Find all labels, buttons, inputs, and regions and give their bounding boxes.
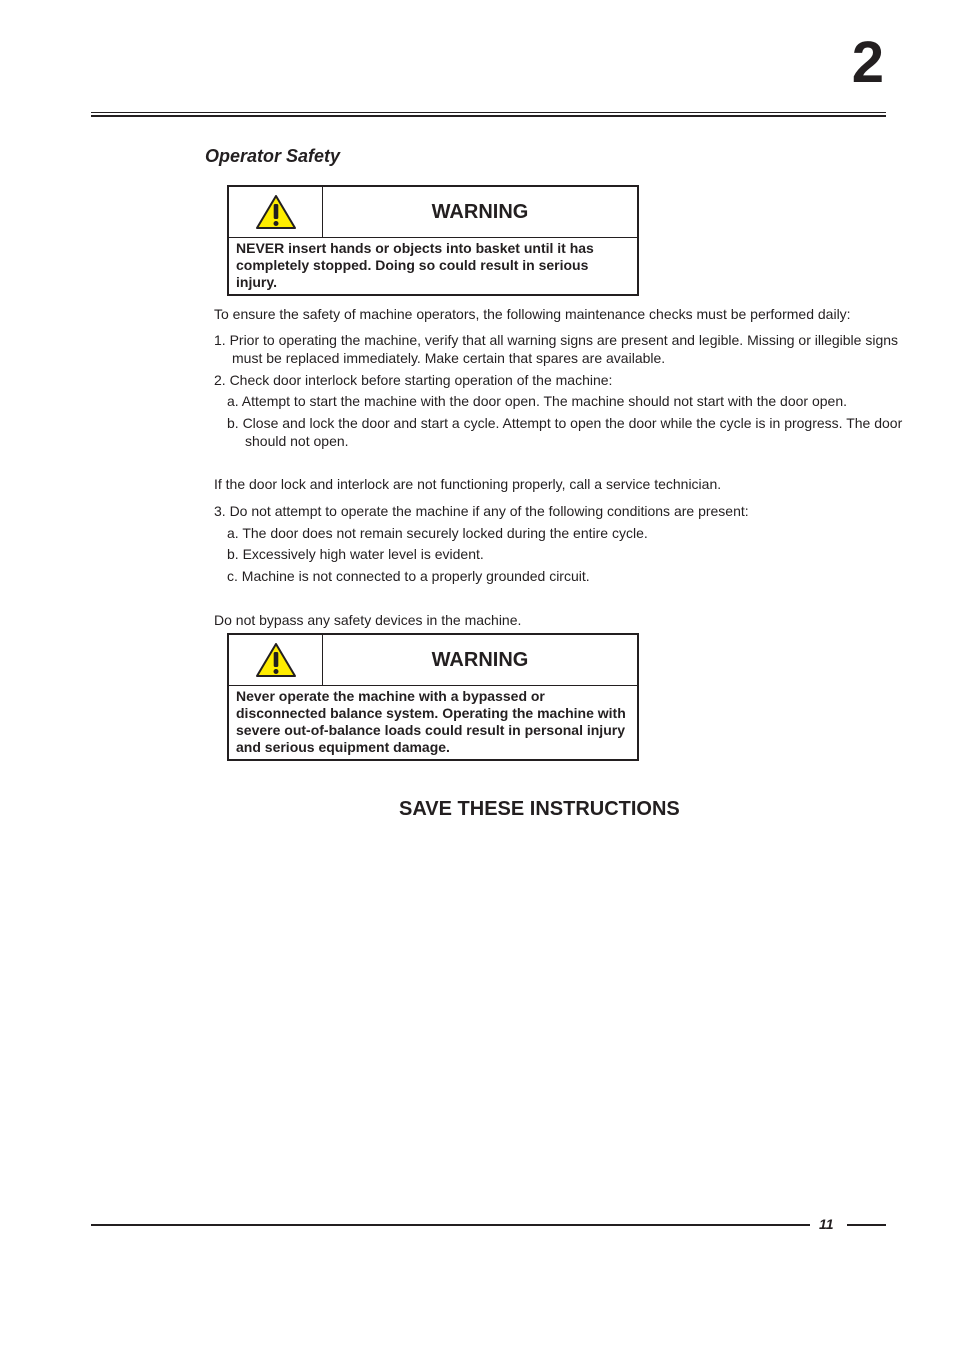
header-rule-thick bbox=[91, 115, 886, 117]
section-title: Operator Safety bbox=[205, 146, 341, 166]
list-item-3: 3. Do not attempt to operate the machine if any of the following conditions are present: bbox=[214, 503, 749, 519]
list-item-2a: a. Attempt to start the machine with the door open. The machine should not start with the door open. bbox=[227, 393, 847, 409]
warning-icon-cell bbox=[229, 635, 323, 685]
list-item-3c: c. Machine is not connected to a properly grounded circuit. bbox=[227, 568, 590, 584]
save-instructions-heading: SAVE THESE INSTRUCTIONS bbox=[399, 798, 680, 820]
list-item-2: 2. Check door interlock before starting operation of the machine: bbox=[214, 372, 613, 388]
warning-icon-cell bbox=[229, 187, 323, 237]
header-rule-thin bbox=[91, 112, 886, 113]
door-lock-note: If the door lock and interlock are not functioning properly, call a service technician. bbox=[214, 476, 722, 492]
warning-title: WARNING bbox=[431, 648, 529, 671]
footer-rule-right bbox=[847, 1224, 886, 1226]
warning-header bbox=[229, 635, 637, 686]
warning-text: Never operate the machine with a bypassed or disconnected balance system. Operating the machine with severe out-of-balance loads could result in personal injury and serious equipment damage. bbox=[236, 688, 626, 755]
list-item-2b: b. Close and lock the door and start a cycle. Attempt to open the door while the cycle is in progress. The door should not open. bbox=[227, 415, 903, 449]
warning-title: WARNING bbox=[431, 200, 529, 223]
list-item-1: 1. Prior to operating the machine, verify that all warning signs are present and legible. Missing or illegible signs must be replaced immediately. Make certain that spares are available. bbox=[214, 332, 899, 366]
chapter-number: 2 bbox=[851, 30, 884, 95]
warning-text: NEVER insert hands or objects into basket until it has completely stopped. Doing so could result in serious injury. bbox=[236, 240, 594, 290]
bypass-note: Do not bypass any safety devices in the machine. bbox=[214, 612, 522, 628]
warning-box-2 bbox=[227, 633, 639, 761]
footer-rule bbox=[91, 1224, 810, 1226]
warning-header bbox=[229, 187, 637, 238]
list-item-3b: b. Excessively high water level is evident. bbox=[227, 546, 484, 562]
warning-box-1 bbox=[227, 185, 639, 296]
intro-paragraph: To ensure the safety of machine operators, the following maintenance checks must be performed daily: bbox=[214, 306, 851, 322]
page-number: 11 bbox=[819, 1216, 834, 1232]
list-item-3a: a. The door does not remain securely locked during the entire cycle. bbox=[227, 525, 648, 541]
warning-triangle-icon bbox=[255, 194, 297, 230]
warning-triangle-icon bbox=[255, 642, 297, 678]
